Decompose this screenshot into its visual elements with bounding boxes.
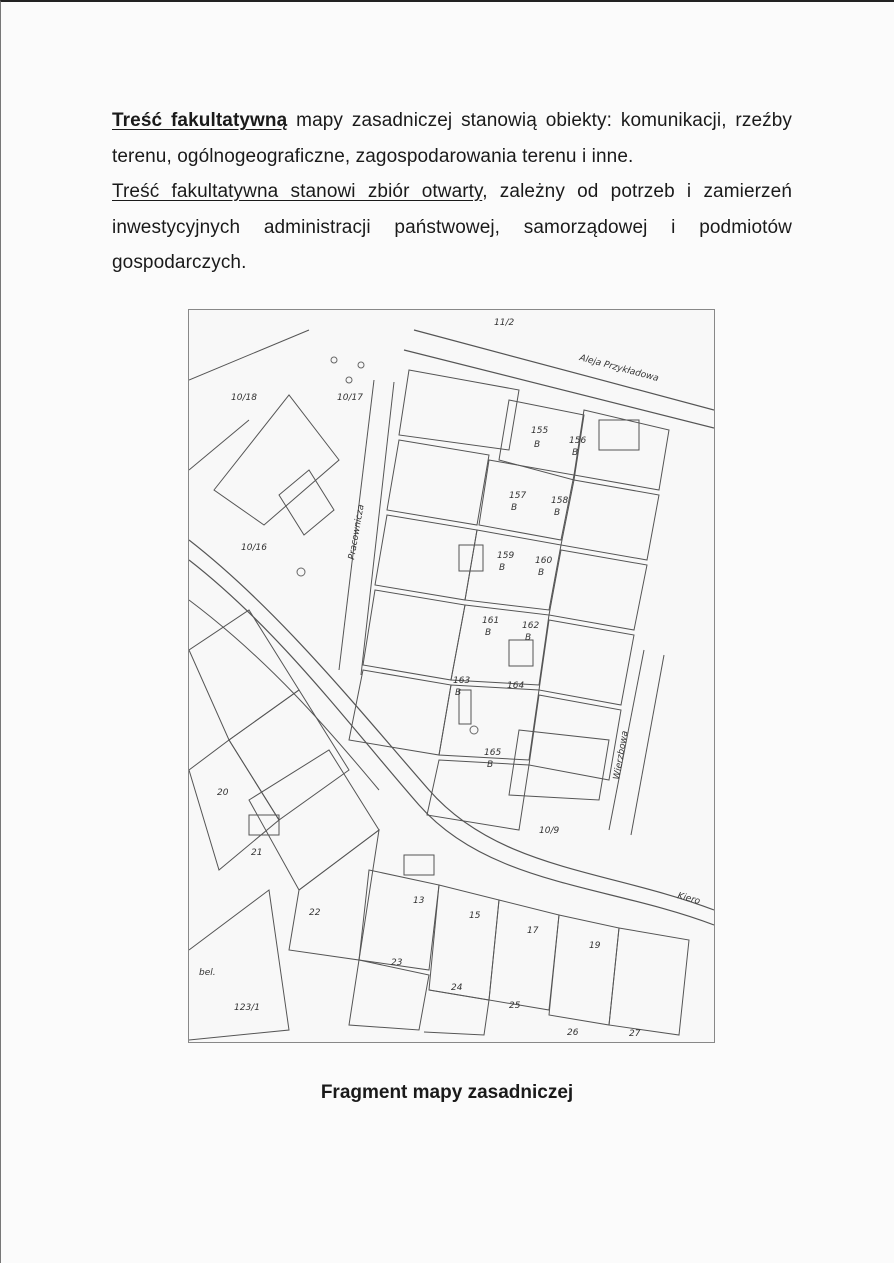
parcel-label: 155 <box>531 426 549 436</box>
parcel-label: 13 <box>413 896 425 906</box>
base-map-fragment <box>188 309 715 1043</box>
paragraph-1-text: mapy zasadniczej stanowią obiekty: komunikacji, rzeźby terenu, ogólnogeograficzne, zagospodarowania terenu i inne. <box>112 110 792 167</box>
parcel-label: 19 <box>589 941 601 951</box>
parcel-label: 161 <box>482 616 500 626</box>
figure-caption: Fragment mapy zasadniczej <box>320 1082 574 1103</box>
paragraph-2 <box>112 174 792 281</box>
parcel-label: 26 <box>567 1028 579 1038</box>
parcel-label: 27 <box>629 1029 641 1039</box>
building-class-b: B <box>534 440 541 450</box>
paragraph-1 <box>112 103 792 174</box>
building-class-b: B <box>499 563 506 573</box>
parcel-label: 160 <box>535 556 553 566</box>
term-underlined: Treść fakultatywna stanowi zbiór otwarty <box>112 181 483 202</box>
parcel-label: 15 <box>469 911 481 921</box>
parcel-label: 159 <box>497 551 515 561</box>
parcel-label: 21 <box>251 848 263 858</box>
parcel-label: 10/16 <box>241 543 267 553</box>
building-class-b: B <box>485 628 492 638</box>
parcel-label: 163 <box>453 676 471 686</box>
parcel-label: 123/1 <box>234 1003 260 1013</box>
parcel-label: 165 <box>484 748 502 758</box>
parcel-label: 10/18 <box>231 393 257 403</box>
parcel-label: 157 <box>509 491 527 501</box>
term-bold: Treść fakultatywną <box>112 110 288 131</box>
parcel-label: 23 <box>391 958 403 968</box>
street-label-kierowa: Kiero <box>676 891 702 907</box>
parcel-label: 10/17 <box>337 393 363 403</box>
paragraph-2-text: , zależny od potrzeb i zamierzeń inwestycyjnych administracji państwowej, samorządowej i podmiotów gospodarczych. <box>112 181 792 273</box>
parcel-label: 22 <box>309 908 321 918</box>
parcel-label: 164 <box>507 681 525 691</box>
building-class-b: B <box>487 760 494 770</box>
parcel-label: 158 <box>551 496 569 506</box>
building-class-b: B <box>554 508 561 518</box>
building-class-b: B <box>538 568 545 578</box>
parcel-label: 25 <box>509 1001 521 1011</box>
building-class-b: B <box>511 503 518 513</box>
street-label-wierzbowa: Wierzbowa <box>612 730 631 781</box>
parcel-label: 20 <box>217 788 229 798</box>
building-class-b: B <box>525 633 532 643</box>
parcel-label: 162 <box>522 621 540 631</box>
street-label-pracownicza: Pracownicza <box>347 503 367 561</box>
parcel-label: 156 <box>569 436 587 446</box>
parcel-label: bel. <box>199 968 216 978</box>
parcel-label: 10/9 <box>539 826 560 836</box>
street-label-aleja: Aleja Przykładowa <box>578 353 660 385</box>
building-class-b: B <box>455 688 462 698</box>
parcel-label: 24 <box>451 983 463 993</box>
parcel-label: 17 <box>527 926 539 936</box>
building-class-b: B <box>572 448 579 458</box>
parcel-label: 11/2 <box>494 318 515 328</box>
body-text <box>112 103 792 281</box>
map-drawing <box>189 310 714 1042</box>
